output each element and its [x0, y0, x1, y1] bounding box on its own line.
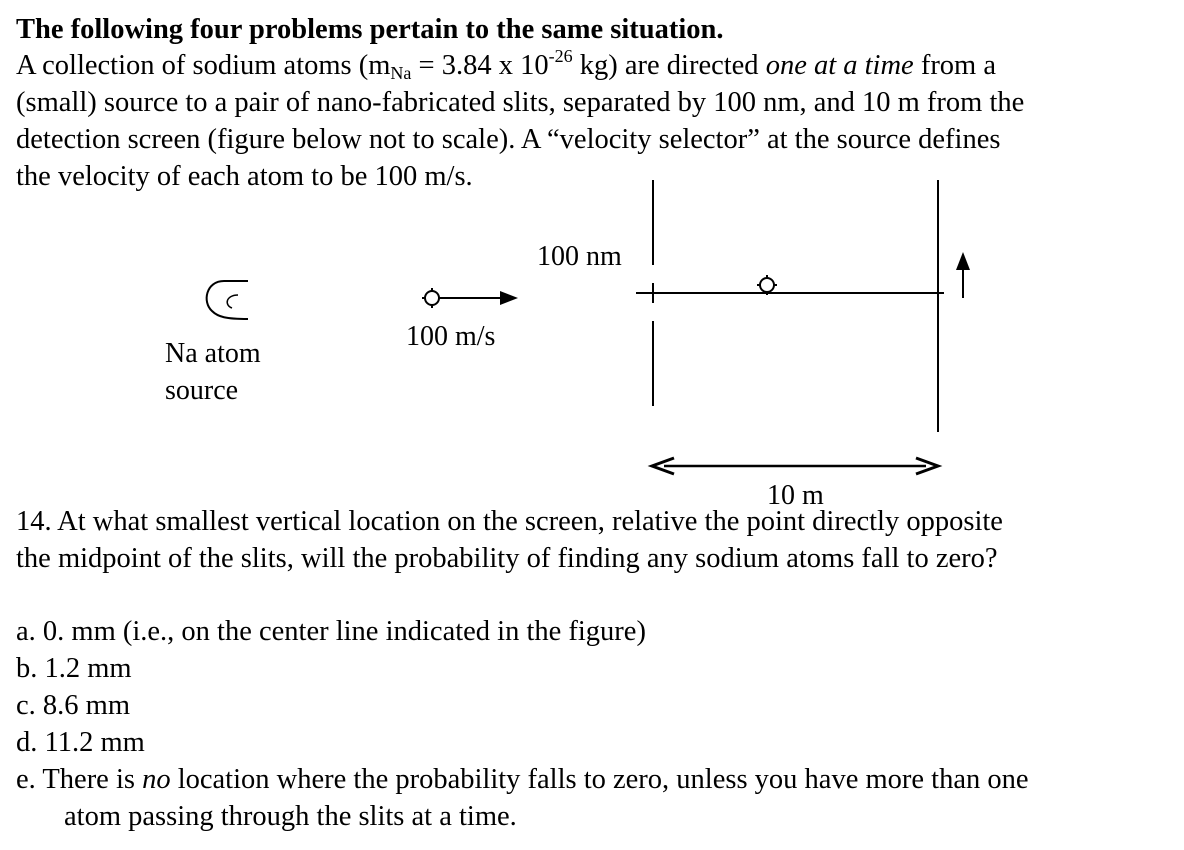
- velocity-arrowhead: [500, 291, 518, 305]
- source-label-line-1: Na atom: [165, 338, 261, 369]
- moving-atom-icon: [422, 288, 442, 308]
- emphasis-text: one at a time: [765, 50, 914, 81]
- emphasis-text: no: [142, 764, 171, 795]
- source-label-line-2: source: [165, 375, 239, 406]
- problem-heading: The following four problems pertain to the same situation.: [16, 14, 724, 45]
- option-a: a. 0. mm (i.e., on the center line indicated in the figure): [16, 616, 646, 647]
- velocity-label: 100 m/s: [406, 321, 496, 352]
- intro-line-3: detection screen (figure below not to scale). A “velocity selector” at the source defines: [16, 124, 1001, 155]
- up-arrowhead: [956, 252, 970, 270]
- question-line-2: the midpoint of the slits, will the probability of finding any sodium atoms fall to zero?: [16, 543, 998, 574]
- intro-text: kg) are directed: [572, 50, 766, 81]
- distance-label: 10 m: [767, 480, 824, 511]
- option-e-line-2: atom passing through the slits at a time.: [64, 801, 517, 832]
- intro-text: from a: [913, 50, 997, 81]
- option-b: b. 1.2 mm: [16, 653, 132, 684]
- mass-subscript: Na: [390, 63, 412, 83]
- option-e: [16, 762, 1029, 798]
- intro-text: A collection of sodium atoms (m: [16, 50, 391, 81]
- slit-separation-label: 100 nm: [537, 241, 622, 272]
- intro-text: = 3.84 x 10: [411, 50, 549, 81]
- intro-line-2: (small) source to a pair of nano-fabricated slits, separated by 100 nm, and 10 m from the: [16, 87, 1025, 118]
- option-d: d. 11.2 mm: [16, 727, 145, 758]
- option-e-text: location where the probability falls to zero, unless you have more than one: [170, 764, 1029, 795]
- source-inner-curve: [227, 295, 238, 308]
- option-e-text: e. There is: [16, 764, 143, 795]
- exponent-superscript: -26: [548, 46, 573, 66]
- option-c: c. 8.6 mm: [16, 690, 130, 721]
- intro-line-4: the velocity of each atom to be 100 m/s.: [16, 161, 473, 192]
- question-line-1: 14. At what smallest vertical location on the screen, relative the point directly opposite: [16, 506, 1003, 537]
